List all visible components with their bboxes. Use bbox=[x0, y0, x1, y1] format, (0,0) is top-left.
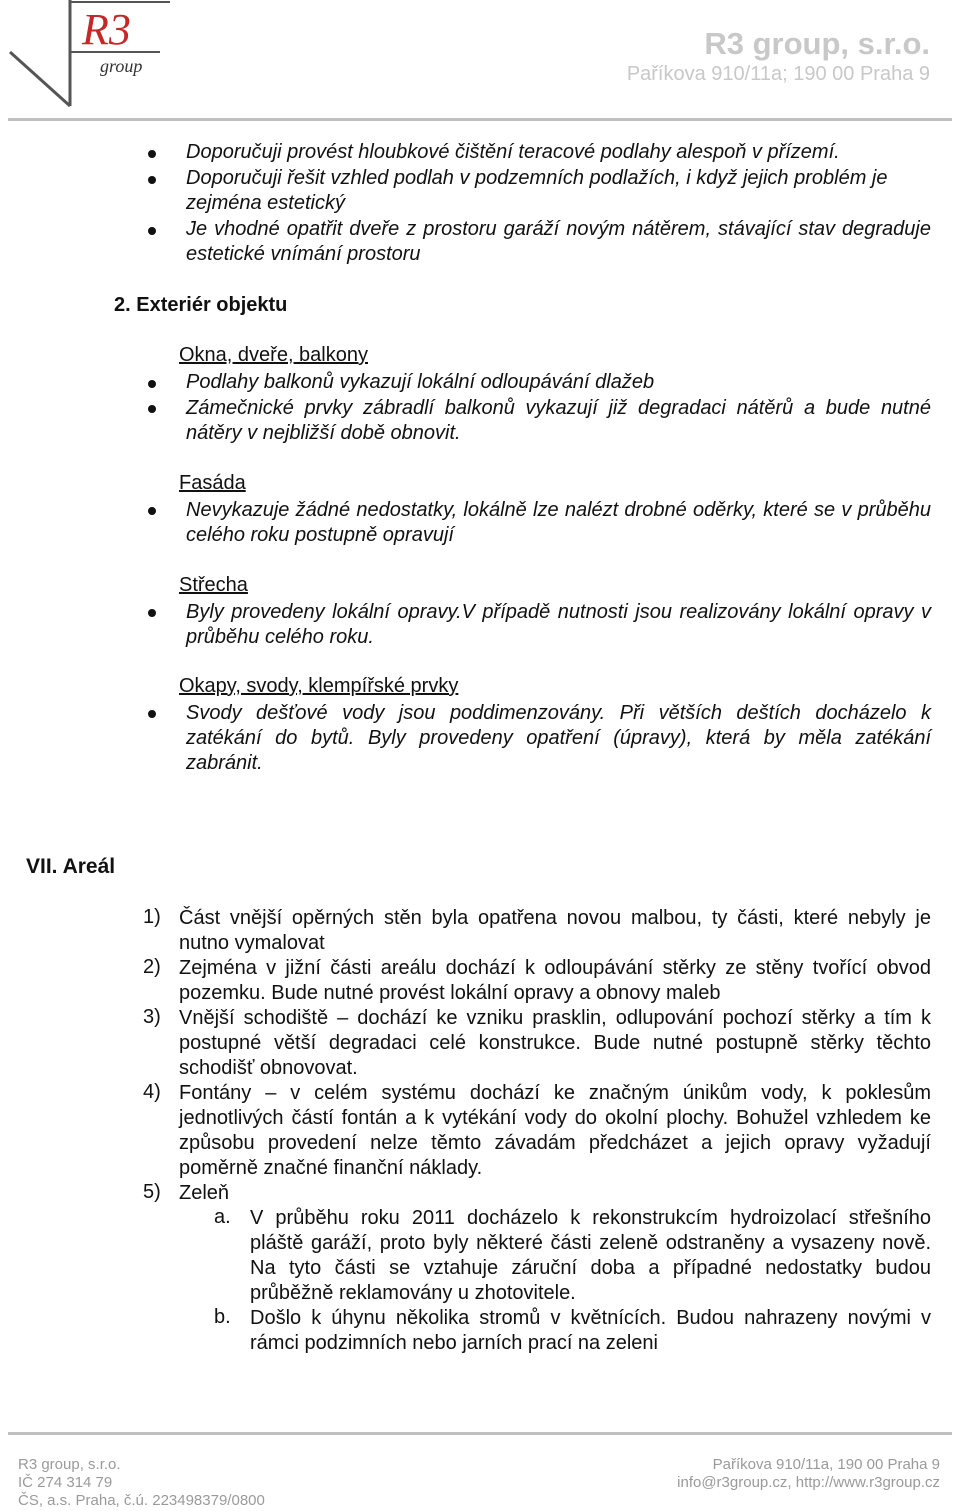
bullet-text: Podlahy balkonů vykazují lokální odloupávání dlažeb bbox=[186, 371, 655, 393]
bullet-dot bbox=[148, 227, 156, 235]
bullet-text: Doporučuji provést hloubkové čištění teracové podlahy alespoň v přízemí. bbox=[186, 141, 840, 163]
footer-ico: IČ 274 314 79 bbox=[18, 1474, 113, 1491]
footer-divider bbox=[8, 1432, 952, 1435]
header-address: Paříkova 910/11a; 190 00 Praha 9 bbox=[626, 63, 930, 85]
list-number: 2) bbox=[143, 956, 161, 978]
bullet-dot bbox=[148, 710, 156, 718]
list-number: 5) bbox=[143, 1181, 161, 1203]
footer-address: Paříkova 910/11a, 190 00 Praha 9 bbox=[712, 1456, 940, 1473]
section-heading-areal: VII. Areál bbox=[26, 855, 116, 878]
subheading-okna: Okna, dveře, balkony bbox=[179, 344, 368, 366]
list-number: 3) bbox=[143, 1006, 161, 1028]
sublist-item-text: Došlo k úhynu několika stromů v květnících. Budou nahrazeny novými v rámci podzimních nebo jarních prací na zeleni bbox=[250, 1307, 931, 1354]
bullet-text: Zámečnické prvky zábradlí balkonů vykazují již degradaci nátěrů a bude nutné nátěry v nejbližší době obnovit. bbox=[186, 397, 931, 444]
bullet-dot bbox=[148, 176, 156, 184]
list-item-text: Zeleň bbox=[179, 1182, 230, 1204]
bullet-text: Svody dešťové vody jsou poddimenzovány. Při větších deštích docházelo k zatékání do bytů. Byly provedeny opatření (úpravy), která by měla zatékání zabránit. bbox=[186, 702, 931, 774]
list-item-text: Fontány – v celém systému dochází ke značným únikům vody, k poklesům jednotlivých částí fontán a k vytékání vody do okolní plochy. Bohužel vzhledem ke způsobu provedení nelze těmto závadám předcházet a jejich opravy vyžadují poměrně značné finanční náklady. bbox=[179, 1082, 931, 1179]
subheading-okapy: Okapy, svody, klempířské prvky bbox=[179, 675, 459, 697]
list-item-text: Vnější schodiště – dochází ke vzniku prasklin, odlupování pochozí stěrky a tím k postupné větší degradaci celé konstrukce. Bude nutné postupně stěrky těchto schodišť obnovovat. bbox=[179, 1007, 931, 1079]
bullet-text: Doporučuji řešit vzhled podlah v podzemních podlažích, i když jejich problém je zejména estetický bbox=[186, 167, 888, 214]
bullet-dot bbox=[148, 150, 156, 158]
bullet-text: Byly provedeny lokální opravy.V případě nutnosti jsou realizovány lokální opravy v průběhu celého roku. bbox=[186, 601, 931, 648]
footer-right bbox=[677, 1456, 940, 1492]
footer-contact: info@r3group.cz, http://www.r3group.cz bbox=[677, 1474, 940, 1491]
header-divider bbox=[8, 118, 952, 121]
sublist-letter: b. bbox=[214, 1306, 231, 1328]
list-number: 4) bbox=[143, 1081, 161, 1103]
header-company-name: R3 group, s.r.o. bbox=[704, 26, 930, 61]
bullet-text: Je vhodné opatřit dveře z prostoru garáží novým nátěrem, stávající stav degraduje estetické vnímání prostoru bbox=[186, 218, 931, 265]
bullet-dot bbox=[148, 380, 156, 388]
company-logo bbox=[0, 0, 170, 110]
sublist-item-text: V průběhu roku 2011 docházelo k rekonstrukcím hydroizolací střešního pláště garáží, proto byly některé části zeleně odstraněny a vysazeny nově. Na tyto části se vztahuje záruční doba a případné nedostatky budou průběžně reklamovány u zhotovitele. bbox=[250, 1207, 931, 1304]
bullet-text: Nevykazuje žádné nedostatky, lokálně lze nalézt drobné oděrky, které se v průběhu celého roku postupně opravují bbox=[186, 499, 931, 546]
bullet-dot bbox=[148, 507, 156, 515]
list-number: 1) bbox=[143, 906, 161, 928]
subheading-fasada: Fasáda bbox=[179, 472, 246, 494]
sublist-letter: a. bbox=[214, 1206, 231, 1228]
logo-group-text: group bbox=[100, 56, 143, 76]
footer-bank: ČS, a.s. Praha, č.ú. 223498379/0800 bbox=[18, 1492, 265, 1509]
bullet-dot bbox=[148, 405, 156, 413]
footer-left bbox=[18, 1456, 265, 1510]
subheading-strecha: Střecha bbox=[179, 574, 248, 596]
logo-r3-text: R3 bbox=[82, 5, 131, 54]
list-item-text: Zejména v jižní části areálu dochází k odloupávání stěrky ze stěny tvořící obvod pozemku. Bude nutné provést lokální opravy a obnovy maleb bbox=[179, 957, 931, 1004]
bullet-dot bbox=[148, 609, 156, 617]
list-item-text: Část vnější opěrných stěn byla opatřena novou malbou, ty části, které nebyly je nutno vymalovat bbox=[179, 907, 931, 954]
footer-company: R3 group, s.r.o. bbox=[18, 1456, 121, 1473]
section-heading-exterier: 2. Exteriér objektu bbox=[114, 294, 288, 316]
